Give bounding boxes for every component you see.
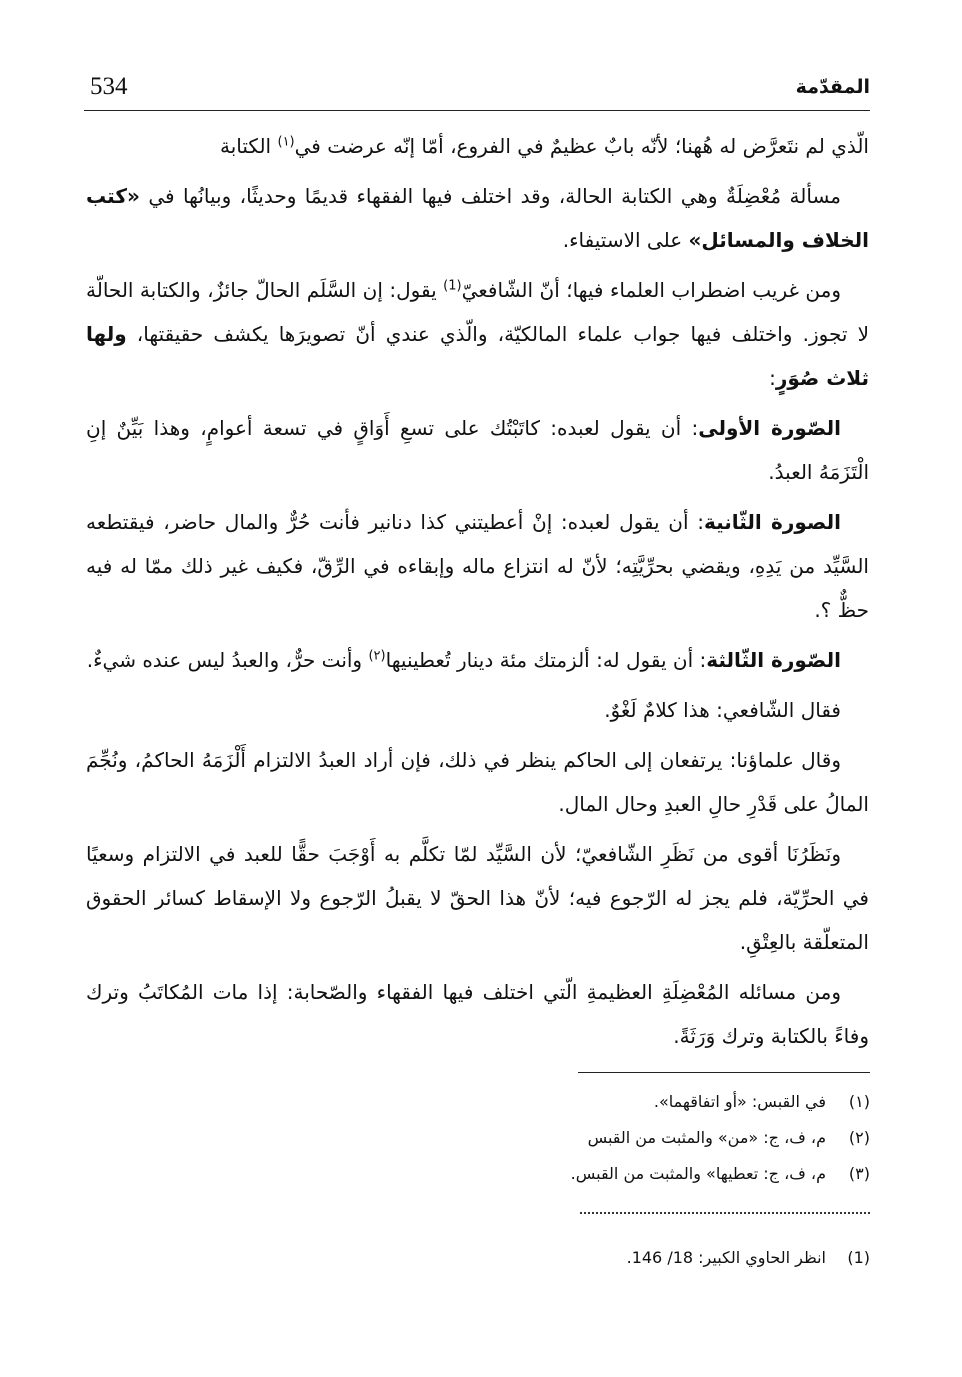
paragraph	[86, 738, 869, 826]
footnote-number: (٢)	[848, 1128, 870, 1147]
footnote	[110, 1240, 870, 1276]
text-run: مسألة مُعْضِلَةٌ وهي الكتابة الحالة، وقد اختلف فيها الفقهاء قديمًا وحديثًا، وبيانُها في	[139, 184, 841, 208]
paragraph	[86, 832, 869, 964]
footnote-separator	[578, 1072, 870, 1073]
page-number: 534	[90, 73, 128, 100]
text-run: وأنت حرٌّ، والعبدُ ليس عنده شيءٌ.	[86, 648, 369, 672]
dotted-separator	[580, 1212, 870, 1214]
footnote-number: (١)	[848, 1092, 870, 1111]
text-run: الّذي لم نتَعرَّض له هُهنا؛ لأنّه بابٌ عظيمٌ في الفروع، أمّا إنّه عرضت في	[294, 134, 869, 158]
footnote-text: انظر الحاوي الكبير: 18/ 146.	[626, 1248, 826, 1267]
footnote-number: (٣)	[848, 1164, 870, 1183]
paragraph	[86, 174, 869, 262]
footnote-text: م، ف، ج: «من» والمثبت من القبس	[587, 1128, 826, 1147]
footnote-text: م، ف، ج: تعطيها» والمثبت من القبس.	[570, 1164, 826, 1183]
paragraph	[86, 638, 869, 682]
text-run: فقال الشّافعي: هذا كلامٌ لَغْوٌ.	[604, 698, 841, 722]
main-text	[86, 124, 869, 1064]
footnote	[110, 1156, 870, 1192]
text-run: على الاستيفاء.	[562, 228, 689, 252]
text-run: ومن غريب اضطراب العلماء فيها؛ أنّ الشّافعيّ	[461, 278, 841, 302]
bold-term: «كتب الخلاف والمسائل»	[86, 184, 869, 252]
footnote-number: (1)	[847, 1248, 870, 1267]
bold-term: ولها ثلاث صُوَرٍ	[86, 322, 869, 390]
text-run: الكتابة	[220, 134, 278, 158]
header-rule	[84, 110, 870, 111]
text-run: : أن يقول لعبده: إنْ أعطيتني كذا دنانير فأنت حُرٌّ والمال حاضر، فيقتطعه السَّيِّد من يَدِهِ، ويقضي بحرِّيَّتِه؛ لأنّ له انتزاع ماله وإبقاءه في الرِّقّ، فكيف غير ذلك ممّا له فيه حظٌّ ؟.	[86, 510, 869, 622]
text-run: : أن يقول له: ألزمتك مئة دينار تُعطينيها	[385, 648, 707, 672]
bold-term: الصورة الثّانية	[703, 510, 841, 534]
text-run: ونَظَرُنَا أقوى من نَظَرِ الشّافعيّ؛ لأن السَّيِّد لمّا تكلَّم به أَوْجَبَ حقًّا للعبد في الالتزام وسعيًا في الحرِّيّة، فلم يجز له الرّجوع فيه؛ لأنّ هذا الحقّ لا يقبلُ الرّجوع ولا الإسقاط كسائر الحقوق المتعلّقة بالعِتْقِ.	[86, 842, 869, 954]
footnote-marker: (٢)	[368, 648, 386, 664]
footnote	[110, 1084, 870, 1120]
section-title: المقدّمة	[795, 76, 870, 98]
bold-term: الصّورة الأولى	[698, 416, 841, 440]
page-header	[84, 72, 870, 106]
text-run: ومن مسائله المُعْضِلَةِ العظيمةِ الّتي اختلف فيها الفقهاء والصّحابة: إذا مات المُكاتَبُ وترك وفاءً بالكتابة وترك وَرَثَةً.	[86, 980, 869, 1048]
paragraph	[86, 500, 869, 632]
footnote-marker: (١)	[277, 134, 295, 150]
paragraph	[86, 406, 869, 494]
footnote-text: في القبس: «أو اتفاقهما».	[653, 1092, 826, 1111]
paragraph	[86, 124, 869, 168]
footnotes	[110, 1084, 870, 1192]
text-run: :	[769, 366, 776, 390]
text-run: يقول: إن السَّلَم الحالّ جائزٌ، والكتابة الحالّة لا تجوز. واختلف فيها جواب علماء المالكيّة، والّذي عندي أنّ تصويرَها يكشف حقيقتها،	[86, 278, 869, 346]
paragraph	[86, 688, 869, 732]
bold-term: الصّورة الثّالثة	[706, 648, 841, 672]
paragraph	[86, 970, 869, 1058]
reference-footnotes	[110, 1240, 870, 1276]
paragraph	[86, 268, 869, 400]
footnote-marker: (1)	[443, 278, 462, 294]
text-run: وقال علماؤنا: يرتفعان إلى الحاكم ينظر في ذلك، فإن أراد العبدُ الالتزام أَلْزَمَهُ الحاكمُ، ونُجِّمَ المالُ على قَدْرِ حالِ العبدِ وحال المال.	[86, 748, 869, 816]
text-run: : أن يقول لعبده: كاتَبْتُك على تسعِ أَوَاقٍ في تسعة أعوامٍ، وهذا بَيِّنٌ إنِ الْتَزَمَهُ العبدُ.	[86, 416, 869, 484]
footnote	[110, 1120, 870, 1156]
